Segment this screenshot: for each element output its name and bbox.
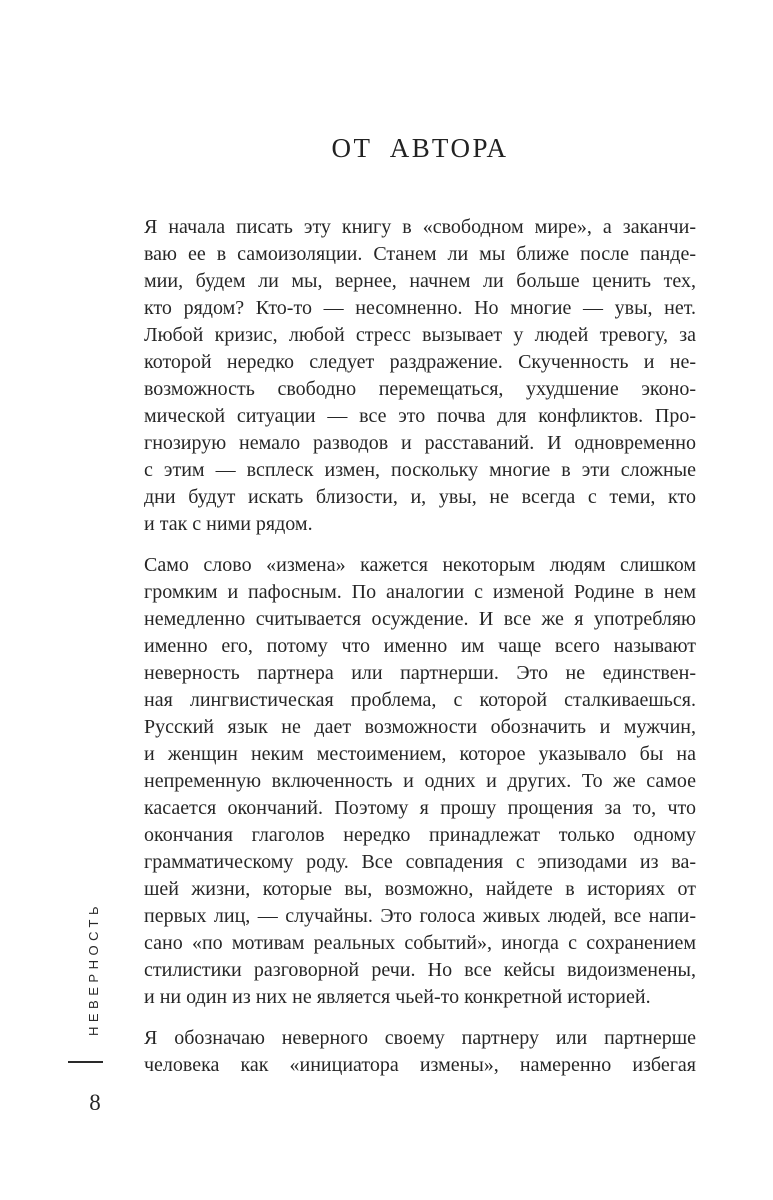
text-line: сано «по мотивам реальных событий», иногда с сохранением <box>144 932 696 954</box>
text-line: ная лингвистическая проблема, с которой сталкиваешься. <box>144 689 696 711</box>
text-line: и женщин неким местоимением, которое указывало бы на <box>144 743 696 765</box>
text-line: кто рядом? Кто-то — несомненно. Но многие — увы, нет. <box>144 297 696 319</box>
text-line: именно его, потому что именно им чаще всего называют <box>144 635 696 657</box>
text-line: возможность свободно перемещаться, ухудшение эконо- <box>144 378 696 400</box>
paragraph <box>144 214 696 538</box>
text-line: Само слово «измена» кажется некоторым людям слишком <box>144 554 696 576</box>
text-line: непременную включенность и одних и других. То же самое <box>144 770 696 792</box>
text-line: с этим — всплеск измен, поскольку многие в эти сложные <box>144 459 696 481</box>
text-block <box>144 214 696 1079</box>
text-line: и ни один из них не является чьей-то конкретной историей. <box>144 986 651 1008</box>
text-line: Я обозначаю неверного своему партнеру или партнерше <box>144 1027 696 1049</box>
text-line: первых лиц, — случайны. Это голоса живых людей, все напи- <box>144 905 696 927</box>
text-line: Я начала писать эту книгу в «свободном мире», а заканчи- <box>144 216 696 238</box>
text-line: касается окончаний. Поэтому я прошу прощения за то, что <box>144 797 696 819</box>
text-line: гнозирую немало разводов и расставаний. И одновременно <box>144 432 696 454</box>
text-line: Русский язык не дает возможности обозначить и мужчин, <box>144 716 696 738</box>
text-line: шей жизни, которые вы, возможно, найдете в историях от <box>144 878 696 900</box>
text-column <box>144 0 696 1079</box>
text-line: стилистики разговорной речи. Но все кейсы видоизменены, <box>144 959 696 981</box>
text-line: грамматическому роду. Все совпадения с эпизодами из ва- <box>144 851 696 873</box>
text-line: громким и пафосным. По аналогии с изменой Родине в нем <box>144 581 696 603</box>
text-line: человека как «инициатора измены», намеренно избегая <box>144 1054 696 1076</box>
text-line: мической ситуации — все это почва для конфликтов. Про- <box>144 405 696 427</box>
text-line: ваю ее в самоизоляции. Станем ли мы ближе после панде- <box>144 243 696 265</box>
text-line: которой нередко следует раздражение. Скученность и не- <box>144 351 696 373</box>
paragraph <box>144 552 696 1011</box>
paragraph <box>144 1025 696 1079</box>
vertical-book-title: НЕВЕРНОСТЬ <box>86 901 101 1036</box>
text-line: неверность партнера или партнерши. Это не единствен- <box>144 662 696 684</box>
chapter-title: ОТ АВТОРА <box>331 133 509 163</box>
text-line: мии, будем ли мы, вернее, начнем ли больше ценить тех, <box>144 270 696 292</box>
footer-rule <box>68 1061 103 1063</box>
text-line: Любой кризис, любой стресс вызывает у людей тревогу, за <box>144 324 696 346</box>
text-line: и так с ними рядом. <box>144 513 313 535</box>
text-line: дни будут искать близости, и, увы, не всегда с теми, кто <box>144 486 696 508</box>
text-line: окончания глаголов нередко принадлежат только одному <box>144 824 696 846</box>
page-number: 8 <box>89 1090 101 1115</box>
text-line: немедленно считывается осуждение. И все же я употребляю <box>144 608 696 630</box>
